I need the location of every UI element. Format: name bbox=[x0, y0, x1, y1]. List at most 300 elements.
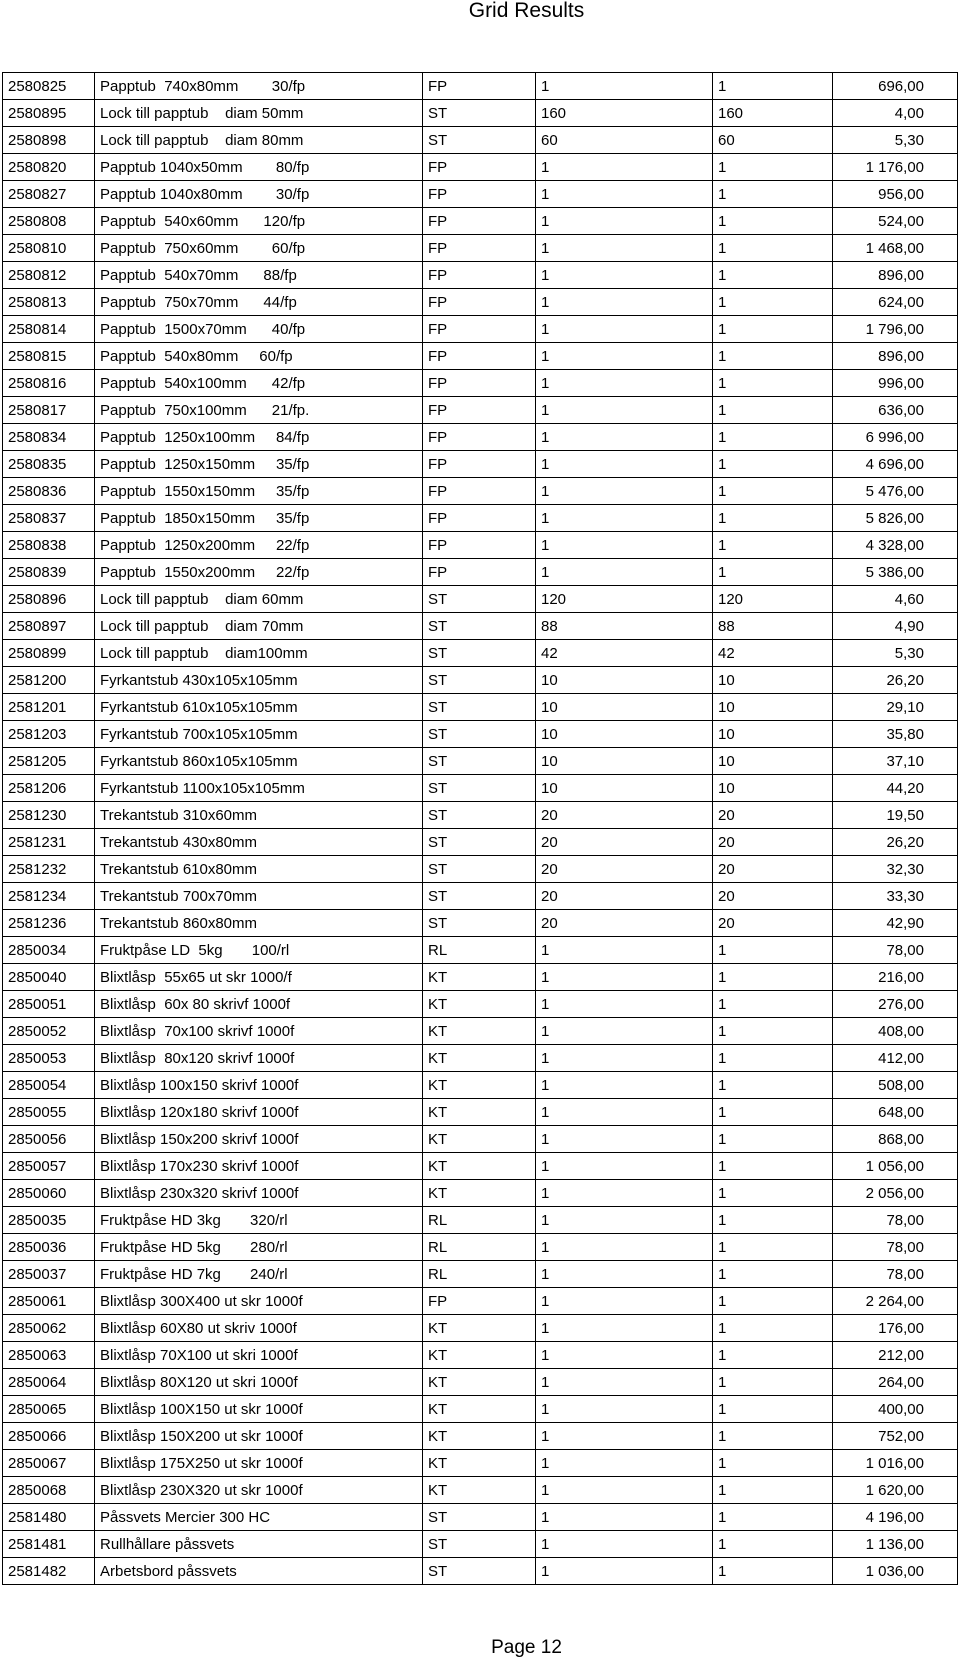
article-number-cell: 2580812 bbox=[3, 262, 95, 289]
table-row bbox=[3, 532, 958, 559]
price-cell: 78,00 bbox=[833, 1234, 958, 1261]
unit-cell: FP bbox=[423, 559, 536, 586]
description-cell: Papptub 540x70mm 88/fp bbox=[95, 262, 423, 289]
order-quantity-cell: 10 bbox=[713, 775, 833, 802]
description-cell: Blixtlåsp 175X250 ut skr 1000f bbox=[95, 1450, 423, 1477]
pack-quantity-cell: 1 bbox=[536, 1180, 713, 1207]
pack-quantity-cell: 1 bbox=[536, 1558, 713, 1585]
price-cell: 1 036,00 bbox=[833, 1558, 958, 1585]
order-quantity-cell: 1 bbox=[713, 1126, 833, 1153]
unit-cell: KT bbox=[423, 1423, 536, 1450]
price-cell: 6 996,00 bbox=[833, 424, 958, 451]
description-cell: Papptub 1250x150mm 35/fp bbox=[95, 451, 423, 478]
table-row bbox=[3, 397, 958, 424]
table-row bbox=[3, 100, 958, 127]
article-number-cell: 2850040 bbox=[3, 964, 95, 991]
order-quantity-cell: 1 bbox=[713, 937, 833, 964]
pack-quantity-cell: 10 bbox=[536, 775, 713, 802]
article-number-cell: 2581205 bbox=[3, 748, 95, 775]
unit-cell: KT bbox=[423, 1018, 536, 1045]
order-quantity-cell: 1 bbox=[713, 1288, 833, 1315]
description-cell: Papptub 750x60mm 60/fp bbox=[95, 235, 423, 262]
price-cell: 176,00 bbox=[833, 1315, 958, 1342]
table-row bbox=[3, 1072, 958, 1099]
description-cell: Fyrkantstub 1100x105x105mm bbox=[95, 775, 423, 802]
unit-cell: KT bbox=[423, 1477, 536, 1504]
description-cell: Blixtlåsp 70X100 ut skri 1000f bbox=[95, 1342, 423, 1369]
price-cell: 400,00 bbox=[833, 1396, 958, 1423]
unit-cell: ST bbox=[423, 1504, 536, 1531]
description-cell: Papptub 740x80mm 30/fp bbox=[95, 73, 423, 100]
table-row bbox=[3, 451, 958, 478]
order-quantity-cell: 1 bbox=[713, 505, 833, 532]
unit-cell: FP bbox=[423, 343, 536, 370]
table-row bbox=[3, 991, 958, 1018]
order-quantity-cell: 1 bbox=[713, 1045, 833, 1072]
price-cell: 508,00 bbox=[833, 1072, 958, 1099]
order-quantity-cell: 1 bbox=[713, 1180, 833, 1207]
pack-quantity-cell: 1 bbox=[536, 505, 713, 532]
description-cell: Blixtlåsp 170x230 skrivf 1000f bbox=[95, 1153, 423, 1180]
description-cell: Trekantstub 310x60mm bbox=[95, 802, 423, 829]
order-quantity-cell: 20 bbox=[713, 829, 833, 856]
description-cell: Trekantstub 860x80mm bbox=[95, 910, 423, 937]
pack-quantity-cell: 1 bbox=[536, 1531, 713, 1558]
order-quantity-cell: 88 bbox=[713, 613, 833, 640]
price-cell: 216,00 bbox=[833, 964, 958, 991]
article-number-cell: 2581234 bbox=[3, 883, 95, 910]
order-quantity-cell: 42 bbox=[713, 640, 833, 667]
description-cell: Papptub 1550x200mm 22/fp bbox=[95, 559, 423, 586]
article-number-cell: 2580834 bbox=[3, 424, 95, 451]
table-row bbox=[3, 1045, 958, 1072]
description-cell: Papptub 750x100mm 21/fp. bbox=[95, 397, 423, 424]
order-quantity-cell: 1 bbox=[713, 964, 833, 991]
description-cell: Papptub 750x70mm 44/fp bbox=[95, 289, 423, 316]
pack-quantity-cell: 1 bbox=[536, 532, 713, 559]
description-cell: Arbetsbord påssvets bbox=[95, 1558, 423, 1585]
description-cell: Papptub 540x60mm 120/fp bbox=[95, 208, 423, 235]
price-cell: 4,00 bbox=[833, 100, 958, 127]
article-number-cell: 2850068 bbox=[3, 1477, 95, 1504]
description-cell: Blixtlåsp 55x65 ut skr 1000/f bbox=[95, 964, 423, 991]
unit-cell: FP bbox=[423, 451, 536, 478]
pack-quantity-cell: 20 bbox=[536, 802, 713, 829]
pack-quantity-cell: 1 bbox=[536, 1153, 713, 1180]
unit-cell: FP bbox=[423, 370, 536, 397]
price-cell: 1 468,00 bbox=[833, 235, 958, 262]
article-number-cell: 2850034 bbox=[3, 937, 95, 964]
table-row bbox=[3, 1450, 958, 1477]
table-row bbox=[3, 289, 958, 316]
pack-quantity-cell: 1 bbox=[536, 937, 713, 964]
order-quantity-cell: 1 bbox=[713, 316, 833, 343]
order-quantity-cell: 1 bbox=[713, 397, 833, 424]
unit-cell: ST bbox=[423, 100, 536, 127]
table-row bbox=[3, 883, 958, 910]
description-cell: Papptub 1040x80mm 30/fp bbox=[95, 181, 423, 208]
order-quantity-cell: 20 bbox=[713, 856, 833, 883]
price-cell: 696,00 bbox=[833, 73, 958, 100]
unit-cell: ST bbox=[423, 829, 536, 856]
article-number-cell: 2581232 bbox=[3, 856, 95, 883]
order-quantity-cell: 10 bbox=[713, 748, 833, 775]
page-header-title: Grid Results bbox=[468, 0, 585, 22]
article-number-cell: 2581236 bbox=[3, 910, 95, 937]
unit-cell: RL bbox=[423, 1261, 536, 1288]
table-row bbox=[3, 1342, 958, 1369]
pack-quantity-cell: 1 bbox=[536, 1207, 713, 1234]
article-number-cell: 2580839 bbox=[3, 559, 95, 586]
price-cell: 752,00 bbox=[833, 1423, 958, 1450]
article-number-cell: 2581201 bbox=[3, 694, 95, 721]
article-number-cell: 2580817 bbox=[3, 397, 95, 424]
table-row bbox=[3, 667, 958, 694]
description-cell: Blixtlåsp 70x100 skrivf 1000f bbox=[95, 1018, 423, 1045]
price-cell: 42,90 bbox=[833, 910, 958, 937]
table-row bbox=[3, 775, 958, 802]
description-cell: Fruktpåse HD 7kg 240/rl bbox=[95, 1261, 423, 1288]
table-row bbox=[3, 208, 958, 235]
order-quantity-cell: 1 bbox=[713, 1450, 833, 1477]
description-cell: Papptub 1850x150mm 35/fp bbox=[95, 505, 423, 532]
price-cell: 868,00 bbox=[833, 1126, 958, 1153]
table-row bbox=[3, 343, 958, 370]
article-number-cell: 2850056 bbox=[3, 1126, 95, 1153]
table-row bbox=[3, 937, 958, 964]
price-cell: 1 620,00 bbox=[833, 1477, 958, 1504]
price-cell: 78,00 bbox=[833, 1207, 958, 1234]
unit-cell: KT bbox=[423, 1450, 536, 1477]
price-cell: 29,10 bbox=[833, 694, 958, 721]
order-quantity-cell: 1 bbox=[713, 343, 833, 370]
pack-quantity-cell: 1 bbox=[536, 1504, 713, 1531]
price-cell: 276,00 bbox=[833, 991, 958, 1018]
table-row bbox=[3, 802, 958, 829]
table-row bbox=[3, 1099, 958, 1126]
article-number-cell: 2850063 bbox=[3, 1342, 95, 1369]
results-grid bbox=[2, 72, 958, 1585]
description-cell: Fyrkantstub 700x105x105mm bbox=[95, 721, 423, 748]
order-quantity-cell: 1 bbox=[713, 559, 833, 586]
order-quantity-cell: 1 bbox=[713, 181, 833, 208]
unit-cell: ST bbox=[423, 1558, 536, 1585]
article-number-cell: 2850062 bbox=[3, 1315, 95, 1342]
article-number-cell: 2581200 bbox=[3, 667, 95, 694]
description-cell: Papptub 1250x100mm 84/fp bbox=[95, 424, 423, 451]
pack-quantity-cell: 1 bbox=[536, 559, 713, 586]
article-number-cell: 2581481 bbox=[3, 1531, 95, 1558]
unit-cell: FP bbox=[423, 154, 536, 181]
article-number-cell: 2580897 bbox=[3, 613, 95, 640]
article-number-cell: 2850066 bbox=[3, 1423, 95, 1450]
description-cell: Blixtlåsp 150x200 skrivf 1000f bbox=[95, 1126, 423, 1153]
order-quantity-cell: 1 bbox=[713, 262, 833, 289]
order-quantity-cell: 1 bbox=[713, 154, 833, 181]
unit-cell: KT bbox=[423, 1099, 536, 1126]
description-cell: Blixtlåsp 120x180 skrivf 1000f bbox=[95, 1099, 423, 1126]
table-row bbox=[3, 1477, 958, 1504]
article-number-cell: 2580835 bbox=[3, 451, 95, 478]
unit-cell: FP bbox=[423, 1288, 536, 1315]
table-row bbox=[3, 1531, 958, 1558]
article-number-cell: 2580898 bbox=[3, 127, 95, 154]
description-cell: Papptub 540x80mm 60/fp bbox=[95, 343, 423, 370]
table-row bbox=[3, 1558, 958, 1585]
article-number-cell: 2850064 bbox=[3, 1369, 95, 1396]
order-quantity-cell: 1 bbox=[713, 532, 833, 559]
pack-quantity-cell: 1 bbox=[536, 1072, 713, 1099]
price-cell: 264,00 bbox=[833, 1369, 958, 1396]
order-quantity-cell: 1 bbox=[713, 1153, 833, 1180]
table-row bbox=[3, 829, 958, 856]
article-number-cell: 2580808 bbox=[3, 208, 95, 235]
article-number-cell: 2580810 bbox=[3, 235, 95, 262]
article-number-cell: 2580825 bbox=[3, 73, 95, 100]
pack-quantity-cell: 10 bbox=[536, 694, 713, 721]
pack-quantity-cell: 10 bbox=[536, 748, 713, 775]
article-number-cell: 2850053 bbox=[3, 1045, 95, 1072]
description-cell: Lock till papptub diam 50mm bbox=[95, 100, 423, 127]
price-cell: 2 264,00 bbox=[833, 1288, 958, 1315]
description-cell: Trekantstub 430x80mm bbox=[95, 829, 423, 856]
table-row bbox=[3, 1207, 958, 1234]
description-cell: Papptub 1550x150mm 35/fp bbox=[95, 478, 423, 505]
article-number-cell: 2850061 bbox=[3, 1288, 95, 1315]
pack-quantity-cell: 1 bbox=[536, 1126, 713, 1153]
table-row bbox=[3, 586, 958, 613]
pack-quantity-cell: 1 bbox=[536, 208, 713, 235]
pack-quantity-cell: 20 bbox=[536, 910, 713, 937]
article-number-cell: 2580896 bbox=[3, 586, 95, 613]
article-number-cell: 2850054 bbox=[3, 1072, 95, 1099]
order-quantity-cell: 1 bbox=[713, 73, 833, 100]
order-quantity-cell: 1 bbox=[713, 289, 833, 316]
article-number-cell: 2580836 bbox=[3, 478, 95, 505]
pack-quantity-cell: 1 bbox=[536, 1315, 713, 1342]
article-number-cell: 2580837 bbox=[3, 505, 95, 532]
price-cell: 5,30 bbox=[833, 640, 958, 667]
unit-cell: FP bbox=[423, 316, 536, 343]
unit-cell: KT bbox=[423, 1396, 536, 1423]
order-quantity-cell: 1 bbox=[713, 235, 833, 262]
pack-quantity-cell: 20 bbox=[536, 829, 713, 856]
price-cell: 26,20 bbox=[833, 829, 958, 856]
price-cell: 78,00 bbox=[833, 1261, 958, 1288]
order-quantity-cell: 1 bbox=[713, 1369, 833, 1396]
order-quantity-cell: 1 bbox=[713, 370, 833, 397]
description-cell: Rullhållare påssvets bbox=[95, 1531, 423, 1558]
order-quantity-cell: 1 bbox=[713, 1207, 833, 1234]
price-cell: 636,00 bbox=[833, 397, 958, 424]
article-number-cell: 2850057 bbox=[3, 1153, 95, 1180]
description-cell: Blixtlåsp 230X320 ut skr 1000f bbox=[95, 1477, 423, 1504]
article-number-cell: 2580814 bbox=[3, 316, 95, 343]
pack-quantity-cell: 1 bbox=[536, 370, 713, 397]
price-cell: 78,00 bbox=[833, 937, 958, 964]
article-number-cell: 2850036 bbox=[3, 1234, 95, 1261]
unit-cell: KT bbox=[423, 1315, 536, 1342]
pack-quantity-cell: 1 bbox=[536, 343, 713, 370]
table-row bbox=[3, 964, 958, 991]
order-quantity-cell: 20 bbox=[713, 883, 833, 910]
unit-cell: FP bbox=[423, 532, 536, 559]
article-number-cell: 2581206 bbox=[3, 775, 95, 802]
pack-quantity-cell: 42 bbox=[536, 640, 713, 667]
pack-quantity-cell: 1 bbox=[536, 478, 713, 505]
price-cell: 212,00 bbox=[833, 1342, 958, 1369]
unit-cell: FP bbox=[423, 181, 536, 208]
pack-quantity-cell: 1 bbox=[536, 451, 713, 478]
price-cell: 524,00 bbox=[833, 208, 958, 235]
article-number-cell: 2581230 bbox=[3, 802, 95, 829]
table-row bbox=[3, 127, 958, 154]
description-cell: Lock till papptub diam 60mm bbox=[95, 586, 423, 613]
pack-quantity-cell: 10 bbox=[536, 721, 713, 748]
unit-cell: ST bbox=[423, 586, 536, 613]
pack-quantity-cell: 1 bbox=[536, 1018, 713, 1045]
pack-quantity-cell: 88 bbox=[536, 613, 713, 640]
order-quantity-cell: 1 bbox=[713, 1423, 833, 1450]
price-cell: 5 386,00 bbox=[833, 559, 958, 586]
pack-quantity-cell: 1 bbox=[536, 235, 713, 262]
unit-cell: FP bbox=[423, 289, 536, 316]
description-cell: Fruktpåse HD 3kg 320/rl bbox=[95, 1207, 423, 1234]
table-row bbox=[3, 721, 958, 748]
table-row bbox=[3, 1234, 958, 1261]
order-quantity-cell: 1 bbox=[713, 1477, 833, 1504]
price-cell: 35,80 bbox=[833, 721, 958, 748]
article-number-cell: 2580827 bbox=[3, 181, 95, 208]
price-cell: 4 328,00 bbox=[833, 532, 958, 559]
table-row bbox=[3, 1261, 958, 1288]
table-row bbox=[3, 910, 958, 937]
table-row bbox=[3, 154, 958, 181]
unit-cell: ST bbox=[423, 748, 536, 775]
table-row bbox=[3, 505, 958, 532]
description-cell: Trekantstub 610x80mm bbox=[95, 856, 423, 883]
description-cell: Blixtlåsp 100X150 ut skr 1000f bbox=[95, 1396, 423, 1423]
table-row bbox=[3, 1180, 958, 1207]
unit-cell: ST bbox=[423, 1531, 536, 1558]
description-cell: Fruktpåse HD 5kg 280/rl bbox=[95, 1234, 423, 1261]
price-cell: 624,00 bbox=[833, 289, 958, 316]
price-cell: 408,00 bbox=[833, 1018, 958, 1045]
unit-cell: FP bbox=[423, 73, 536, 100]
table-row bbox=[3, 181, 958, 208]
description-cell: Lock till papptub diam 80mm bbox=[95, 127, 423, 154]
price-cell: 896,00 bbox=[833, 343, 958, 370]
price-cell: 1 016,00 bbox=[833, 1450, 958, 1477]
table-row bbox=[3, 424, 958, 451]
description-cell: Blixtlåsp 150X200 ut skr 1000f bbox=[95, 1423, 423, 1450]
article-number-cell: 2850052 bbox=[3, 1018, 95, 1045]
price-cell: 37,10 bbox=[833, 748, 958, 775]
pack-quantity-cell: 1 bbox=[536, 964, 713, 991]
unit-cell: KT bbox=[423, 1153, 536, 1180]
table-row bbox=[3, 613, 958, 640]
price-cell: 648,00 bbox=[833, 1099, 958, 1126]
unit-cell: KT bbox=[423, 1072, 536, 1099]
article-number-cell: 2850055 bbox=[3, 1099, 95, 1126]
unit-cell: KT bbox=[423, 991, 536, 1018]
unit-cell: ST bbox=[423, 127, 536, 154]
article-number-cell: 2581203 bbox=[3, 721, 95, 748]
price-cell: 996,00 bbox=[833, 370, 958, 397]
article-number-cell: 2581231 bbox=[3, 829, 95, 856]
table-row bbox=[3, 1018, 958, 1045]
unit-cell: ST bbox=[423, 802, 536, 829]
table-row bbox=[3, 1396, 958, 1423]
table-row bbox=[3, 316, 958, 343]
pack-quantity-cell: 120 bbox=[536, 586, 713, 613]
pack-quantity-cell: 1 bbox=[536, 1261, 713, 1288]
table-row bbox=[3, 73, 958, 100]
order-quantity-cell: 1 bbox=[713, 208, 833, 235]
unit-cell: ST bbox=[423, 856, 536, 883]
pack-quantity-cell: 1 bbox=[536, 262, 713, 289]
pack-quantity-cell: 1 bbox=[536, 1369, 713, 1396]
table-row bbox=[3, 1315, 958, 1342]
price-cell: 33,30 bbox=[833, 883, 958, 910]
article-number-cell: 2580815 bbox=[3, 343, 95, 370]
pack-quantity-cell: 10 bbox=[536, 667, 713, 694]
table-row bbox=[3, 235, 958, 262]
price-cell: 1 136,00 bbox=[833, 1531, 958, 1558]
price-cell: 19,50 bbox=[833, 802, 958, 829]
pack-quantity-cell: 1 bbox=[536, 1477, 713, 1504]
unit-cell: ST bbox=[423, 883, 536, 910]
description-cell: Blixtlåsp 100x150 skrivf 1000f bbox=[95, 1072, 423, 1099]
unit-cell: ST bbox=[423, 694, 536, 721]
description-cell: Papptub 540x100mm 42/fp bbox=[95, 370, 423, 397]
pack-quantity-cell: 1 bbox=[536, 1045, 713, 1072]
page-number: Page 12 bbox=[491, 1637, 562, 1658]
table-row bbox=[3, 559, 958, 586]
table-row bbox=[3, 856, 958, 883]
article-number-cell: 2580820 bbox=[3, 154, 95, 181]
order-quantity-cell: 1 bbox=[713, 1504, 833, 1531]
pack-quantity-cell: 20 bbox=[536, 883, 713, 910]
pack-quantity-cell: 1 bbox=[536, 1342, 713, 1369]
order-quantity-cell: 1 bbox=[713, 1396, 833, 1423]
pack-quantity-cell: 1 bbox=[536, 1423, 713, 1450]
description-cell: Papptub 1250x200mm 22/fp bbox=[95, 532, 423, 559]
unit-cell: RL bbox=[423, 937, 536, 964]
table-row bbox=[3, 1423, 958, 1450]
order-quantity-cell: 1 bbox=[713, 1558, 833, 1585]
description-cell: Påssvets Mercier 300 HC bbox=[95, 1504, 423, 1531]
pack-quantity-cell: 20 bbox=[536, 856, 713, 883]
price-cell: 4,60 bbox=[833, 586, 958, 613]
pack-quantity-cell: 1 bbox=[536, 1099, 713, 1126]
unit-cell: FP bbox=[423, 478, 536, 505]
order-quantity-cell: 1 bbox=[713, 1072, 833, 1099]
order-quantity-cell: 20 bbox=[713, 802, 833, 829]
description-cell: Blixtlåsp 230x320 skrivf 1000f bbox=[95, 1180, 423, 1207]
price-cell: 1 176,00 bbox=[833, 154, 958, 181]
unit-cell: ST bbox=[423, 613, 536, 640]
order-quantity-cell: 160 bbox=[713, 100, 833, 127]
pack-quantity-cell: 1 bbox=[536, 289, 713, 316]
order-quantity-cell: 10 bbox=[713, 721, 833, 748]
description-cell: Papptub 1040x50mm 80/fp bbox=[95, 154, 423, 181]
table-row bbox=[3, 1369, 958, 1396]
pack-quantity-cell: 1 bbox=[536, 1234, 713, 1261]
unit-cell: ST bbox=[423, 721, 536, 748]
pack-quantity-cell: 160 bbox=[536, 100, 713, 127]
order-quantity-cell: 1 bbox=[713, 1018, 833, 1045]
